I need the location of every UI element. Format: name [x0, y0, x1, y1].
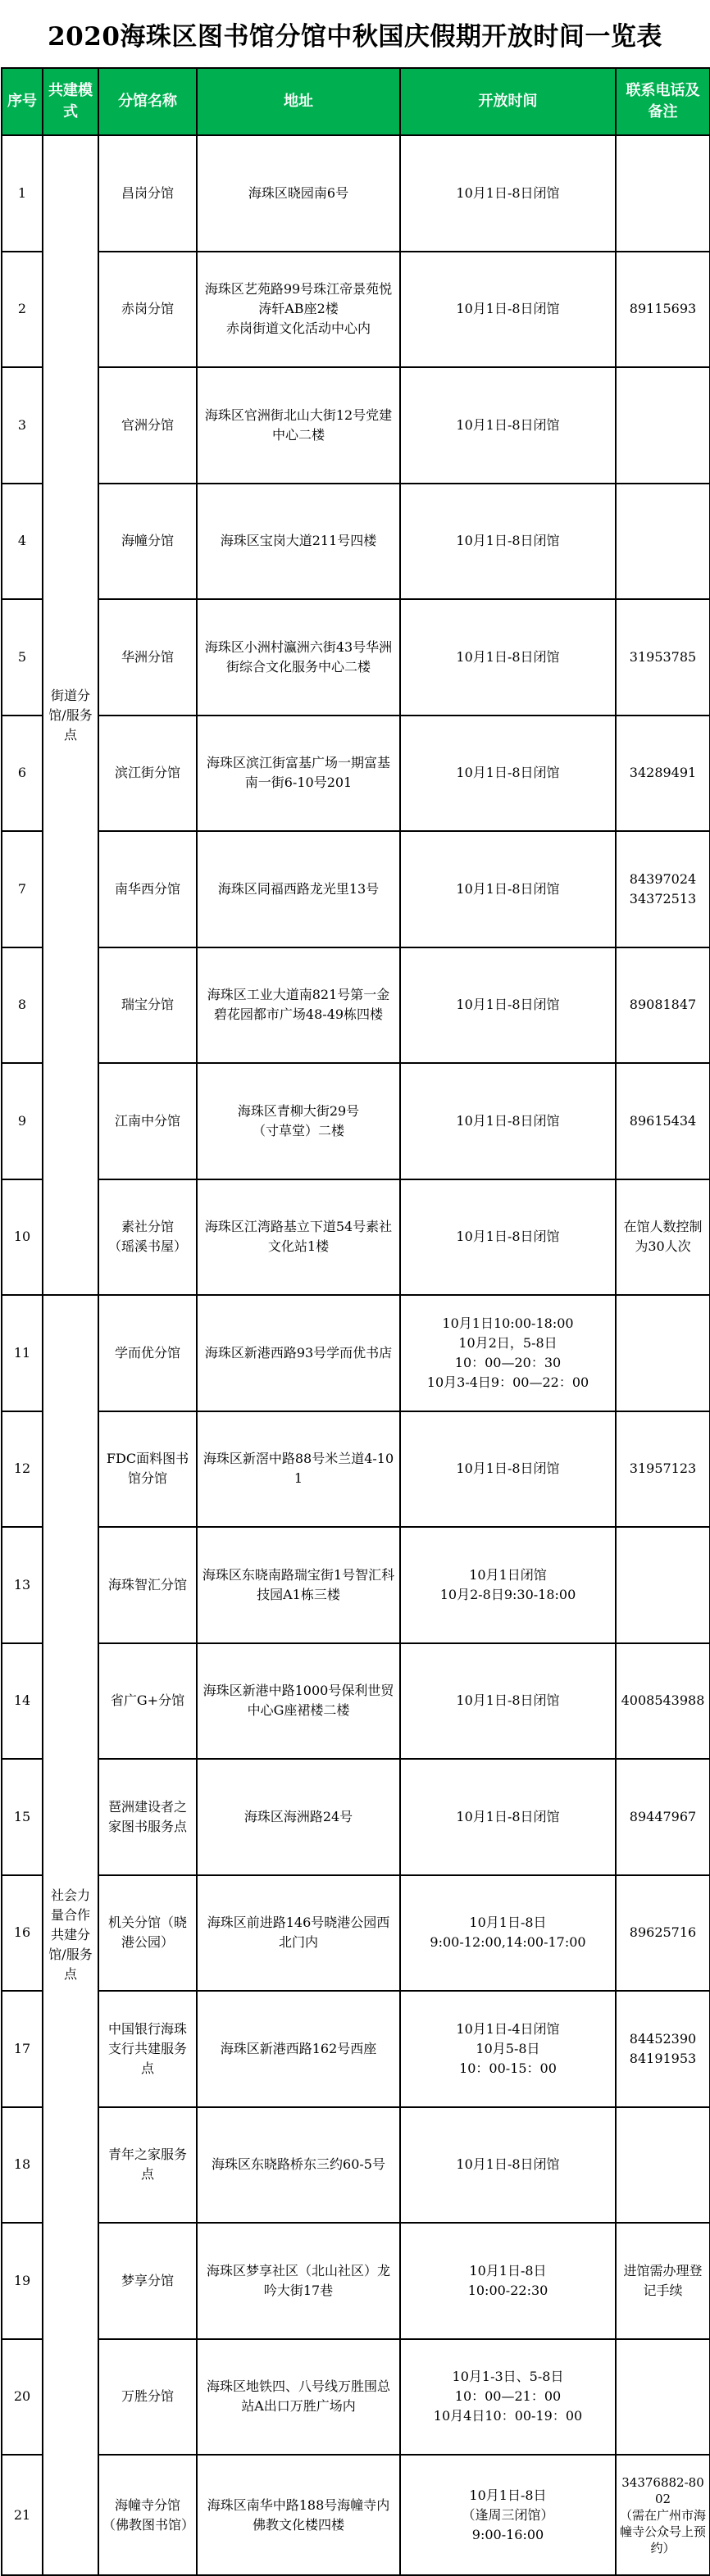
- branch-name: 万胜分馆: [98, 2339, 197, 2456]
- branch-address: 海珠区同福西路龙光里13号: [197, 831, 400, 947]
- branch-address: 海珠区新港西路162号西座: [197, 1991, 400, 2107]
- branch-address: 海珠区新港西路93号学而优书店: [197, 1295, 400, 1411]
- branch-address: 海珠区地铁四、八号线万胜围总站A出口万胜广场内: [197, 2339, 400, 2456]
- table-row: [2, 1295, 710, 1411]
- branch-name: 海幢寺分馆（佛教图书馆）: [98, 2455, 197, 2575]
- branch-name: 学而优分馆: [98, 1295, 197, 1411]
- table-row: [2, 2455, 710, 2575]
- contact-note: [616, 1295, 710, 1411]
- contact-note: [616, 2107, 710, 2224]
- branch-name: 华洲分馆: [98, 599, 197, 716]
- opening-hours: 10月1日-8日闭馆: [400, 135, 616, 252]
- branch-address: 海珠区艺苑路99号珠江帝景苑悦涛轩AB座2楼 赤岗街道文化活动中心内: [197, 252, 400, 368]
- branch-name: 昌岗分馆: [98, 135, 197, 252]
- branch-name: 官洲分馆: [98, 367, 197, 484]
- branch-address: 海珠区东晓南路瑞宝街1号智汇科技园A1栋三楼: [197, 1527, 400, 1643]
- contact-note: [616, 484, 710, 600]
- table-row: [2, 2339, 710, 2456]
- opening-hours: 10月1日-8日闭馆: [400, 484, 616, 600]
- row-number: 14: [2, 1643, 43, 1760]
- row-number: 19: [2, 2223, 43, 2339]
- branch-address: 海珠区东晓路桥东三约60-5号: [197, 2107, 400, 2224]
- opening-hours: 10月1日-8日闭馆: [400, 252, 616, 368]
- table-row: [2, 367, 710, 484]
- row-number: 21: [2, 2455, 43, 2575]
- contact-note: 4008543988: [616, 1643, 710, 1760]
- opening-hours: 10月1日-8日闭馆: [400, 716, 616, 832]
- table-row: [2, 1643, 710, 1760]
- row-number: 3: [2, 367, 43, 484]
- branch-address: 海珠区晓园南6号: [197, 135, 400, 252]
- branch-name: 素社分馆 （瑶溪书屋）: [98, 1179, 197, 1296]
- branch-address: 海珠区新滘中路88号米兰道4-101: [197, 1411, 400, 1528]
- contact-note: [616, 135, 710, 252]
- branch-name: 省广G+分馆: [98, 1643, 197, 1760]
- table-row: [2, 135, 710, 252]
- contact-note: [616, 2339, 710, 2456]
- branch-name: 青年之家服务点: [98, 2107, 197, 2224]
- contact-note: 31953785: [616, 599, 710, 716]
- header-row: [2, 68, 710, 135]
- table-row: [2, 947, 710, 1064]
- branch-address: 海珠区青柳大街29号 （寸草堂）二楼: [197, 1063, 400, 1179]
- contact-note: 进馆需办理登记手续: [616, 2223, 710, 2339]
- table-row: [2, 831, 710, 947]
- table-row: [2, 2223, 710, 2339]
- branch-address: 海珠区滨江街富基广场一期富基南一街6-10号201: [197, 716, 400, 832]
- header-address: 地址: [197, 68, 400, 135]
- row-number: 5: [2, 599, 43, 716]
- branch-name: 机关分馆（晓港公园）: [98, 1875, 197, 1992]
- contact-note: 89115693: [616, 252, 710, 368]
- opening-hours: 10月1日-8日闭馆: [400, 1759, 616, 1875]
- branch-name: 海珠智汇分馆: [98, 1527, 197, 1643]
- row-number: 13: [2, 1527, 43, 1643]
- table-row: [2, 1063, 710, 1179]
- opening-hours: 10月1日-8日 9:00-12:00,14:00-17:00: [400, 1875, 616, 1992]
- group-social: 社会力量合作共建分馆/服务点: [43, 1295, 98, 2575]
- header-hours: 开放时间: [400, 68, 616, 135]
- branch-name: FDC面料图书馆分馆: [98, 1411, 197, 1528]
- row-number: 2: [2, 252, 43, 368]
- contact-note: 在馆人数控制为30人次: [616, 1179, 710, 1296]
- row-number: 12: [2, 1411, 43, 1528]
- table-row: [2, 2107, 710, 2224]
- header-contact: 联系电话及备注: [616, 68, 710, 135]
- contact-note: [616, 1527, 710, 1643]
- branch-address: 海珠区梦享社区（北山社区）龙吟大街17巷: [197, 2223, 400, 2339]
- branch-address: 海珠区新港中路1000号保利世贸中心G座裙楼二楼: [197, 1643, 400, 1760]
- opening-hours: 10月1日-4日闭馆 10月5-8日 10：00-15：00: [400, 1991, 616, 2107]
- branch-name: 琶洲建设者之家图书服务点: [98, 1759, 197, 1875]
- contact-note: 84397024 34372513: [616, 831, 710, 947]
- table-row: [2, 1759, 710, 1875]
- opening-hours: 10月1-3日、5-8日 10：00—21：00 10月4日10：00-19：00: [400, 2339, 616, 2456]
- opening-hours: 10月1日10:00-18:00 10月2日，5-8日 10：00—20：30 10月3-4日9：00—22：00: [400, 1295, 616, 1411]
- contact-note: 89447967: [616, 1759, 710, 1875]
- branch-address: 海珠区南华中路188号海幢寺内佛教文化楼四楼: [197, 2455, 400, 2575]
- row-number: 16: [2, 1875, 43, 1992]
- page-title: 2020海珠区图书馆分馆中秋国庆假期开放时间一览表: [48, 21, 662, 52]
- opening-hours: 10月1日-8日闭馆: [400, 1643, 616, 1760]
- branch-address: 海珠区海洲路24号: [197, 1759, 400, 1875]
- branch-name: 瑞宝分馆: [98, 947, 197, 1064]
- row-number: 1: [2, 135, 43, 252]
- contact-note: 89081847: [616, 947, 710, 1064]
- opening-hours: 10月1日-8日闭馆: [400, 1063, 616, 1179]
- header-name: 分馆名称: [98, 68, 197, 135]
- branch-address: 海珠区官洲街北山大街12号党建中心二楼: [197, 367, 400, 484]
- row-number: 11: [2, 1295, 43, 1411]
- table-row: [2, 1179, 710, 1296]
- row-number: 7: [2, 831, 43, 947]
- opening-hours: 10月1日-8日闭馆: [400, 367, 616, 484]
- header-no: 序号: [2, 68, 43, 135]
- row-number: 9: [2, 1063, 43, 1179]
- opening-hours: 10月1日-8日闭馆: [400, 1179, 616, 1296]
- table-row: [2, 252, 710, 368]
- contact-note: 89625716: [616, 1875, 710, 1992]
- header-mode: 共建模式: [43, 68, 98, 135]
- branch-name: 梦享分馆: [98, 2223, 197, 2339]
- opening-hours: 10月1日闭馆 10月2-8日9:30-18:00: [400, 1527, 616, 1643]
- opening-hours: 10月1日-8日闭馆: [400, 1411, 616, 1528]
- opening-hours: 10月1日-8日 10:00-22:30: [400, 2223, 616, 2339]
- contact-note: 34376882-8002 （需在广州市海幢寺公众号上预约）: [616, 2455, 710, 2575]
- row-number: 18: [2, 2107, 43, 2224]
- opening-hours: 10月1日-8日闭馆: [400, 947, 616, 1064]
- contact-note: [616, 367, 710, 484]
- branch-name: 海幢分馆: [98, 484, 197, 600]
- row-number: 10: [2, 1179, 43, 1296]
- row-number: 6: [2, 716, 43, 832]
- opening-hours: 10月1日-8日闭馆: [400, 831, 616, 947]
- branch-address: 海珠区小洲村瀛洲六街43号华洲街综合文化服务中心二楼: [197, 599, 400, 716]
- branch-address: 海珠区江湾路基立下道54号素社文化站1楼: [197, 1179, 400, 1296]
- branch-name: 滨江街分馆: [98, 716, 197, 832]
- table-row: [2, 484, 710, 600]
- contact-note: 89615434: [616, 1063, 710, 1179]
- branch-address: 海珠区前进路146号晓港公园西北门内: [197, 1875, 400, 1992]
- branch-name: 南华西分馆: [98, 831, 197, 947]
- opening-hours: 10月1日-8日闭馆: [400, 599, 616, 716]
- row-number: 20: [2, 2339, 43, 2456]
- branch-name: 中国银行海珠支行共建服务点: [98, 1991, 197, 2107]
- table-row: [2, 1527, 710, 1643]
- table-row: [2, 1875, 710, 1992]
- contact-note: 34289491: [616, 716, 710, 832]
- opening-hours: 10月1日-8日 （逢周三闭馆） 9:00-16:00: [400, 2455, 616, 2575]
- table-row: [2, 1411, 710, 1528]
- branch-name: 江南中分馆: [98, 1063, 197, 1179]
- branch-address: 海珠区工业大道南821号第一金碧花园都市广场48-49栋四楼: [197, 947, 400, 1064]
- row-number: 8: [2, 947, 43, 1064]
- contact-note: 31957123: [616, 1411, 710, 1528]
- group-street: 街道分馆/服务点: [43, 135, 98, 1295]
- table-row: [2, 599, 710, 716]
- branch-address: 海珠区宝岗大道211号四楼: [197, 484, 400, 600]
- opening-hours: 10月1日-8日闭馆: [400, 2107, 616, 2224]
- table-row: [2, 1991, 710, 2107]
- schedule-table: [1, 67, 710, 2576]
- row-number: 17: [2, 1991, 43, 2107]
- row-number: 4: [2, 484, 43, 600]
- branch-name: 赤岗分馆: [98, 252, 197, 368]
- contact-note: 84452390 84191953: [616, 1991, 710, 2107]
- row-number: 15: [2, 1759, 43, 1875]
- table-row: [2, 716, 710, 832]
